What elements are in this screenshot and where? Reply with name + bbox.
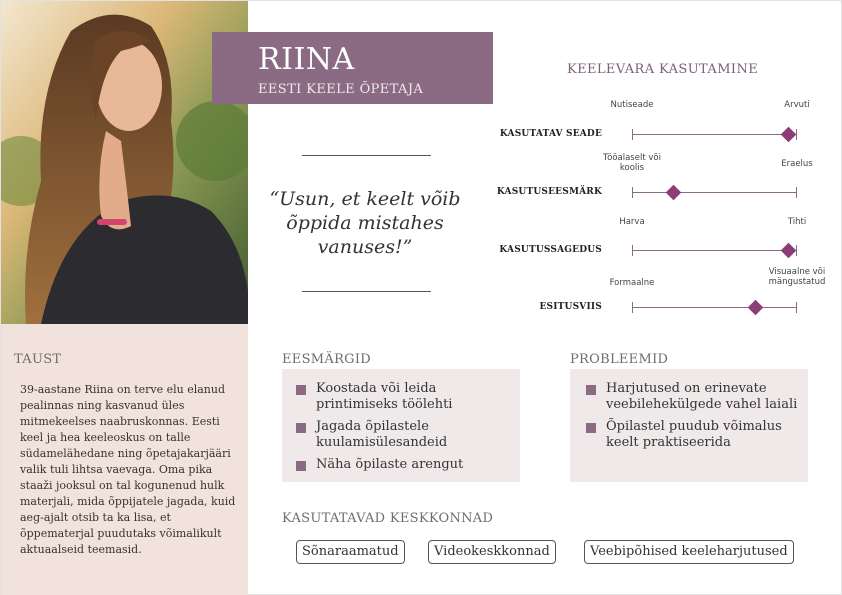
bullet-square-icon — [296, 423, 306, 433]
background-text: 39-aastane Riina on terve elu elanud pealinnas ning kasvanud üles mitmekeelses naabruskonnas. Eesti keel ja hea keeleoskus on talle südamelähedane ning õpetajakarjääri valik tuli lihtsa vaevaga. Oma pika staaži jooksul on tal kogunenud hulk materjali, mida õppijatele jagada, kuid aeg-ajalt otsib ta ka lisa, et õppematerjal puudutaks võimalikult aktuaalseid teemasid. — [20, 383, 236, 556]
scale-label: KASUTUSSAGEDUS — [499, 245, 602, 255]
bullet-square-icon — [586, 423, 596, 433]
scale-low-label: Tööalaselt või koolis — [603, 153, 661, 173]
goal-item-text: Näha õpilaste arengut — [316, 457, 464, 472]
scale-low-label: Formaalne — [609, 278, 655, 288]
scale-low-label: Harva — [619, 217, 645, 227]
persona-quote: “Usun, et keelt võib õppida mistahes vanuses!” — [269, 188, 461, 258]
scale-row — [491, 94, 831, 150]
scale-tick-start — [632, 302, 633, 313]
scale-row — [491, 267, 831, 323]
scale-high-label: Arvuti — [784, 100, 810, 110]
scale-tick-start — [632, 245, 633, 256]
scale-marker — [781, 126, 797, 142]
bullet-square-icon — [296, 385, 306, 395]
background-heading: TAUST — [14, 352, 62, 367]
scale-tick-start — [632, 187, 633, 198]
goals-heading: EESMÄRGID — [282, 352, 372, 367]
scale-label: ESITUSVIIS — [539, 302, 602, 312]
scale-track — [632, 250, 797, 251]
scale-marker — [781, 242, 797, 258]
scale-high-label: Eraelus — [781, 159, 813, 169]
goal-item-text: Koostada või leida printimiseks töölehti — [316, 381, 453, 412]
quote-divider-bottom — [302, 291, 431, 292]
goals-box — [282, 369, 520, 482]
scale-row — [491, 211, 831, 267]
scale-tick-start — [632, 129, 633, 140]
quote-divider-top — [302, 155, 431, 156]
environment-tag-dictionaries: Sõnaraamatud — [296, 540, 405, 564]
environment-tag-video: Videokeskkonnad — [428, 540, 556, 564]
scale-track — [632, 134, 797, 135]
background-panel — [1, 324, 248, 595]
scale-high-label: Tihti — [787, 217, 807, 227]
bullet-square-icon — [296, 461, 306, 471]
goal-item — [296, 457, 520, 473]
goals-list — [282, 369, 520, 473]
environments-heading: KASUTATAVAD KESKKONNAD — [282, 511, 494, 526]
problems-list — [570, 369, 808, 451]
scale-high-label: Visuaalne või mängustatud — [768, 267, 826, 287]
problem-item-text: Õpilastel puudub võimalus keelt praktiseerida — [606, 419, 782, 450]
persona-name: RIINA — [258, 42, 355, 77]
goal-item-text: Jagada õpilastele kuulamisülesandeid — [316, 419, 448, 450]
scale-track — [632, 307, 797, 308]
language-resources-title: KEELEVARA KASUTAMINE — [567, 62, 759, 77]
goal-item — [296, 381, 520, 413]
problems-box — [570, 369, 808, 482]
scale-track — [632, 192, 797, 193]
scale-tick-end — [796, 187, 797, 198]
problems-heading: PROBLEEMID — [570, 352, 669, 367]
scale-tick-end — [796, 302, 797, 313]
bullet-square-icon — [586, 385, 596, 395]
portrait-photo — [1, 1, 248, 324]
scale-low-label: Nutiseade — [610, 100, 654, 110]
problem-item-text: Harjutused on erinevate veebilehekülgede vahel laiali — [606, 381, 798, 412]
goal-item — [296, 419, 520, 451]
problem-item — [586, 381, 808, 413]
environment-tag-web-exercises: Veebipõhised keeleharjutused — [584, 540, 794, 564]
scale-marker — [748, 299, 764, 315]
scale-label: KASUTATAV SEADE — [499, 129, 602, 139]
portrait-illustration — [1, 1, 248, 324]
problem-item — [586, 419, 808, 451]
scale-marker — [665, 184, 681, 200]
name-banner — [212, 32, 493, 104]
persona-role: EESTI KEELE ÕPETAJA — [258, 82, 424, 97]
scale-label: KASUTUSEESMÄRK — [496, 187, 602, 197]
scale-row — [491, 153, 831, 209]
